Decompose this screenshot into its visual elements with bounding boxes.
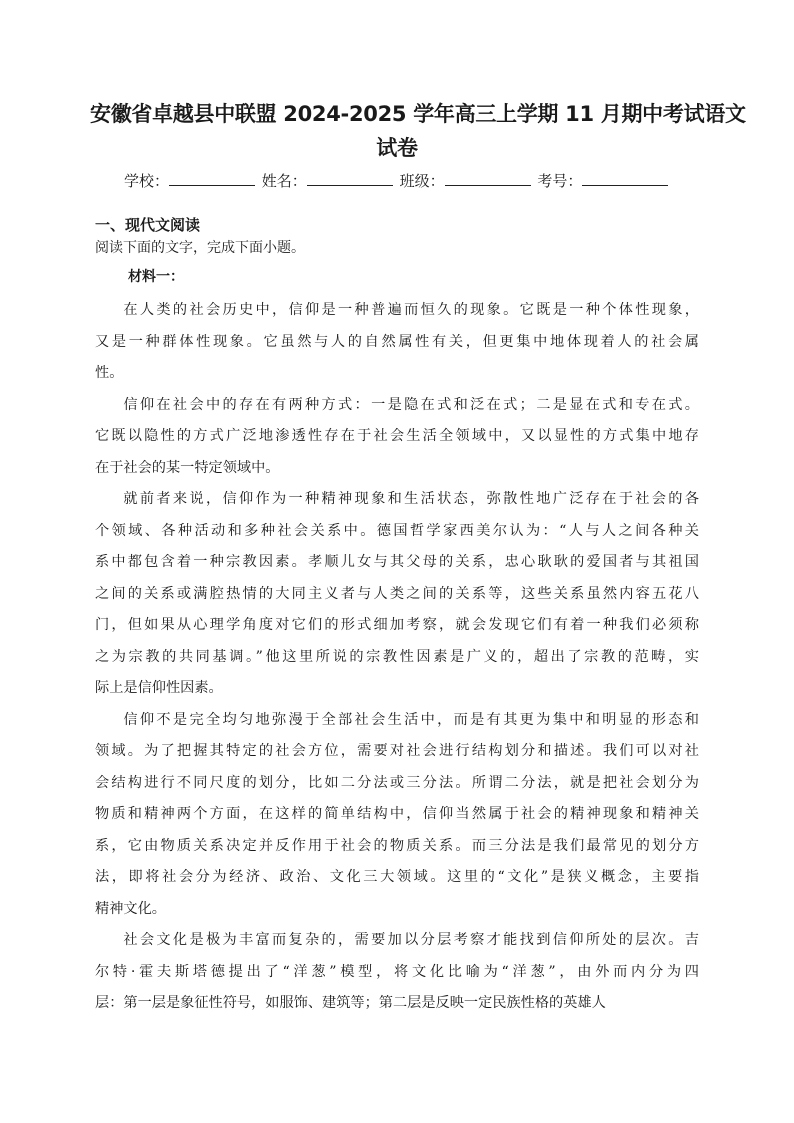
paragraph-line: 之为宗教的共同基调。”他这里所说的宗教性因素是广义的，超出了宗教的范畴，实 bbox=[95, 648, 699, 665]
paragraph-line: 信仰不是完全均匀地弥漫于全部社会生活中，而是有其更为集中和明显的形态和 bbox=[123, 711, 699, 728]
paragraph-line: 领域。为了把握其特定的社会方位，需要对社会进行结构划分和描述。我们可以对社 bbox=[95, 743, 699, 759]
paragraph-line: 性。 bbox=[95, 365, 124, 381]
paragraph-line: 就前者来说，信仰作为一种精神现象和生活状态，弥散性地广泛存在于社会的各 bbox=[123, 491, 699, 507]
title-line-1: 安徽省卓越县中联盟 2024-2025 学年高三上学期 11 月期中考试语文 bbox=[90, 102, 746, 126]
section-heading: 一、现代文阅读 bbox=[95, 216, 201, 234]
passage-paragraph bbox=[95, 925, 699, 1020]
paragraph-line: 际上是信仰性因素。 bbox=[95, 680, 223, 696]
paragraph-line: 层：第一层是象征性符号，如服饰、建筑等；第二层是反映一定民族性格的英雄人 bbox=[95, 995, 606, 1011]
paragraph-line: 尔特·霍夫斯塔德提出了“洋葱”模型，将文化比喻为“洋葱”，由外而内分为四 bbox=[95, 963, 699, 980]
student-info-row bbox=[124, 170, 684, 192]
paragraph-line: 法，即将社会分为经济、政治、文化三大领域。这里的“文化”是狭义概念，主要指 bbox=[95, 869, 699, 885]
name-blank bbox=[307, 171, 393, 186]
school-label: 学校： bbox=[124, 172, 170, 190]
title-line-2: 试卷 bbox=[376, 136, 418, 160]
class-label: 班级： bbox=[399, 172, 445, 190]
paragraph-line: 又是一种群体性现象。它虽然与人的自然属性有关，但更集中地体现着人的社会属 bbox=[95, 333, 699, 350]
paragraph-line: 会结构进行不同尺度的划分，比如二分法或三分法。所谓二分法，就是把社会划分为 bbox=[95, 774, 699, 791]
paragraph-line: 精神文化。 bbox=[95, 900, 166, 917]
paragraph-line: 它既以隐性的方式广泛地渗透性存在于社会生活全领域中，又以显性的方式集中地存 bbox=[95, 428, 699, 444]
paragraph-line: 门，但如果从心理学角度对它们的形式细加考察，就会发现它们有着一种我们必须称 bbox=[95, 617, 699, 633]
material-label: 材料一： bbox=[128, 269, 184, 285]
paragraph-line: 社会文化是极为丰富而复杂的，需要加以分层考察才能找到信仰所处的层次。吉 bbox=[123, 932, 699, 948]
paragraph-line: 信仰在社会中的存在有两种方式：一是隐在式和泛在式；二是显在式和专在式。 bbox=[123, 396, 699, 413]
paragraph-line: 物质和精神两个方面，在这样的简单结构中，信仰当然属于社会的精神现象和精神关 bbox=[95, 806, 699, 822]
exam-number-blank bbox=[582, 171, 668, 186]
class-blank bbox=[445, 171, 531, 186]
paragraph-line: 在人类的社会历史中，信仰是一种普遍而恒久的现象。它既是一种个体性现象， bbox=[123, 302, 699, 318]
paragraph-line: 系中都包含着一种宗教因素。孝顺儿女与其父母的关系，忠心耿耿的爱国者与其祖国 bbox=[95, 554, 699, 570]
passage-paragraph bbox=[95, 390, 699, 485]
passage-paragraph bbox=[95, 484, 699, 705]
reading-instruction: 阅读下面的文字，完成下面小题。 bbox=[95, 240, 305, 256]
passage-paragraph bbox=[95, 705, 699, 926]
name-label: 姓名： bbox=[261, 172, 307, 190]
passage-paragraph bbox=[95, 295, 699, 390]
exam-number-label: 考号： bbox=[537, 172, 583, 190]
paragraph-line: 个领域、各种活动和多种社会关系中。德国哲学家西美尔认为：“人与人之间各种关 bbox=[95, 522, 699, 539]
paragraph-line: 之间的关系或满腔热情的大同主义者与人类之间的关系等，这些关系虽然内容五花八 bbox=[95, 585, 699, 602]
document-title bbox=[90, 97, 746, 165]
paragraph-line: 在于社会的某一特定领域中。 bbox=[95, 459, 280, 476]
paragraph-line: 系，它由物质关系决定并反作用于社会的物质关系。而三分法是我们最常见的划分方 bbox=[95, 837, 699, 854]
passage-body bbox=[95, 295, 699, 1020]
school-blank bbox=[169, 171, 255, 186]
